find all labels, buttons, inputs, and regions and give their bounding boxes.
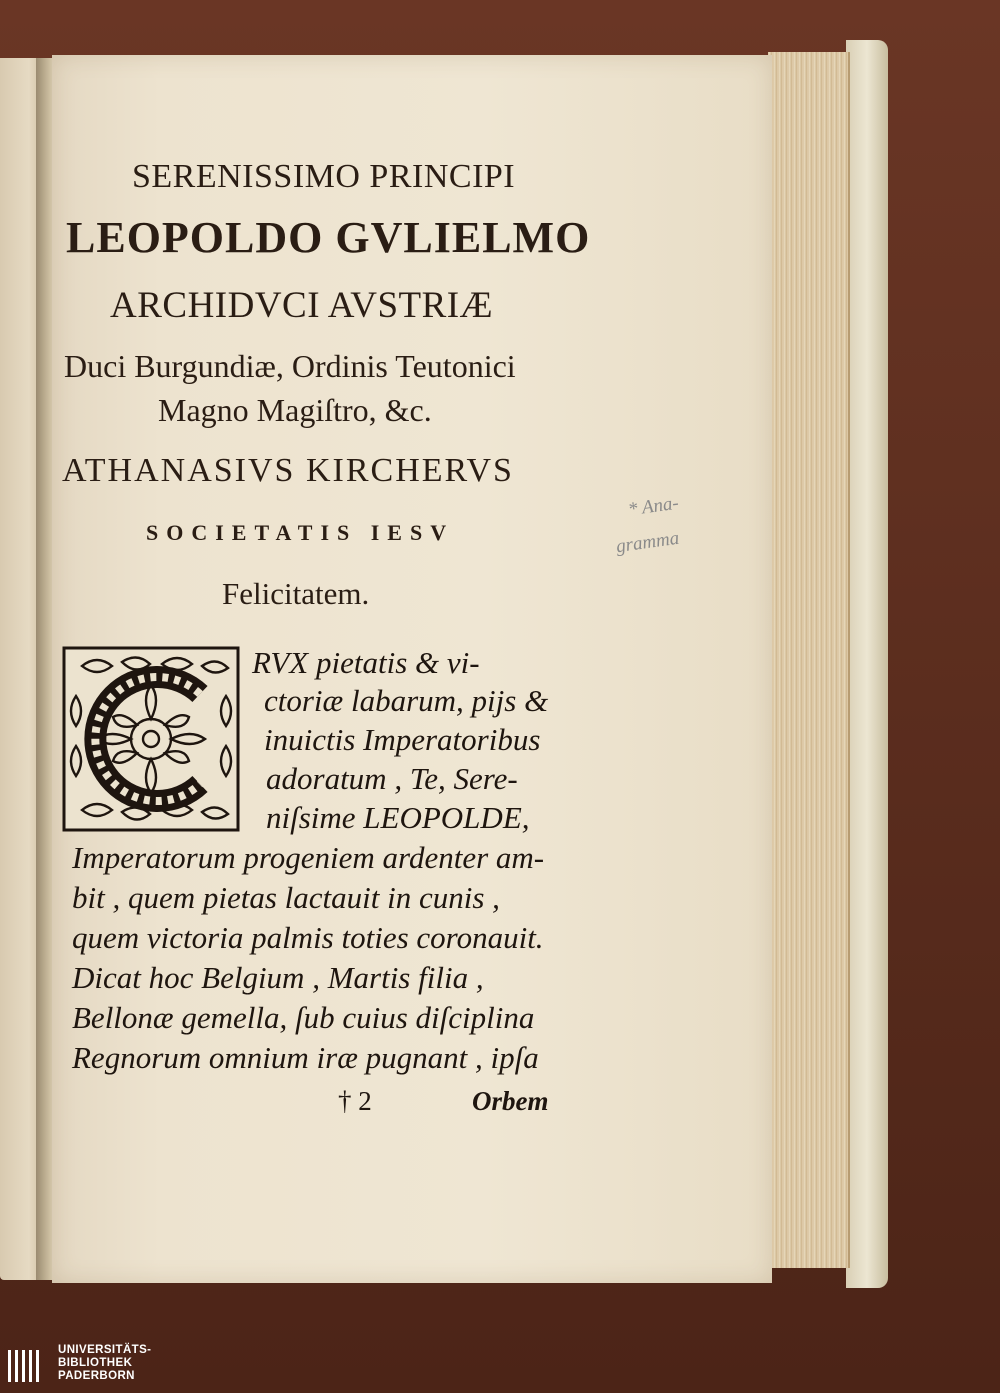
body-line-11: Regnorum omnium iræ pugnant , ipſa	[72, 1040, 539, 1075]
heading-line-3: ARCHIDVCI AVSTRIÆ	[110, 285, 494, 326]
decorated-initial	[62, 646, 240, 832]
body-line-6: Imperatorum progeniem ardenter am-	[72, 840, 545, 875]
margin-note-line-1: * Ana-	[626, 492, 680, 521]
body-line-1: RVX pietatis & vi-	[252, 645, 480, 680]
body-line-10: Bellonæ gemella, ſub cuius diſciplina	[72, 1000, 535, 1035]
library-name-line-2: BIBLIOTHEK	[58, 1357, 133, 1369]
margin-note-line-2: gramma	[614, 527, 681, 558]
author-name: ATHANASIVS KIRCHERVS	[62, 452, 514, 489]
library-name-line-1: UNIVERSITÄTS-	[58, 1344, 152, 1356]
body-line-8: quem victoria palmis toties coronauit.	[72, 920, 544, 955]
heading-line-4: Duci Burgundiæ, Ordinis Teutonici	[64, 348, 516, 384]
body-line-4: adoratum , Te, Sere-	[266, 761, 518, 796]
page-fore-edge	[768, 52, 850, 1268]
body-line-9: Dicat hoc Belgium , Martis filia ,	[72, 960, 484, 995]
heading-line-1: SERENISSIMO PRINCIPI	[132, 158, 516, 195]
body-line-5: niſsime LEOPOLDE,	[266, 800, 530, 835]
catchword: Orbem	[472, 1086, 549, 1116]
signature-mark: † 2	[338, 1086, 372, 1116]
book-cover-edge	[846, 40, 888, 1288]
body-line-3: inuictis Imperatoribus	[264, 722, 541, 757]
heading-line-5: Magno Magiſtro, &c.	[158, 392, 432, 428]
library-logo-icon	[6, 1346, 46, 1386]
heading-line-2: LEOPOLDO GVLIELMO	[66, 213, 591, 262]
library-name-line-3: PADERBORN	[58, 1370, 135, 1382]
salutation: Felicitatem.	[222, 576, 370, 611]
society-name: SOCIETATIS IESV	[146, 520, 455, 545]
body-line-7: bit , quem pietas lactauit in cunis ,	[72, 880, 500, 915]
body-line-2: ctoriæ labarum, pijs &	[264, 683, 549, 718]
